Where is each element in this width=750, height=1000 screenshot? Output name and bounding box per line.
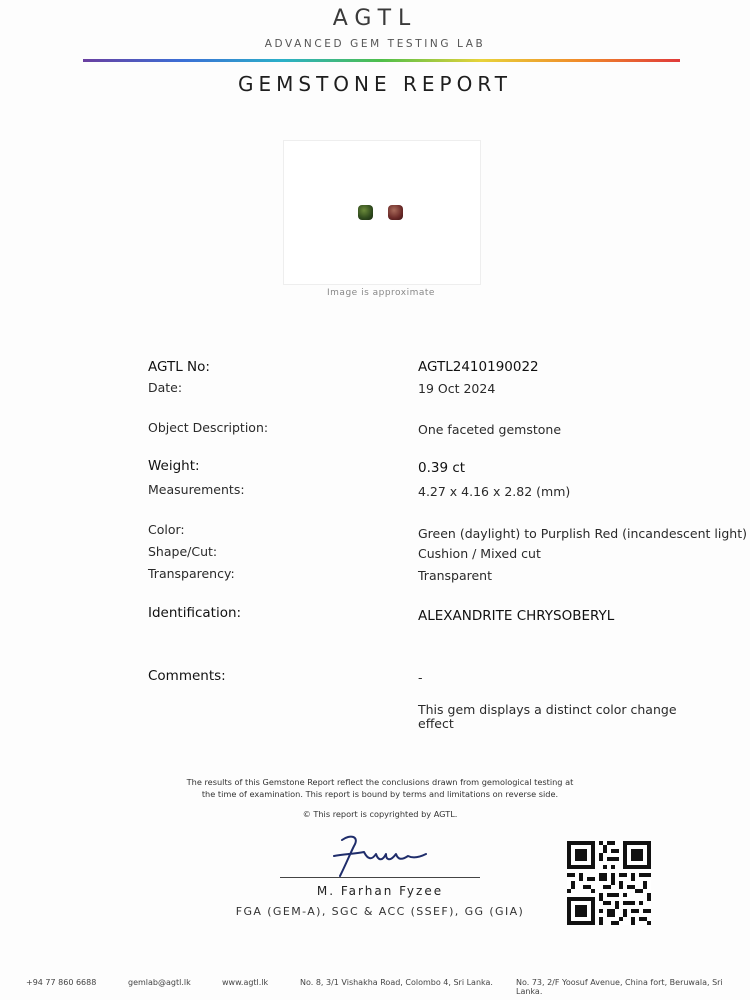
shape-cut-value: Cushion / Mixed cut — [418, 546, 541, 561]
signatory-credentials: FGA (GEM-A), SGC & ACC (SSEF), GG (GIA) — [235, 905, 525, 918]
rainbow-divider — [83, 59, 680, 62]
disclaimer-line1: The results of this Gemstone Report reflect the conclusions drawn from gemological testing at — [186, 777, 574, 787]
measurements-label: Measurements: — [148, 482, 245, 497]
comments-note-line2: effect — [418, 716, 454, 731]
agtl-no-label: AGTL No: — [148, 359, 210, 375]
gem-incandescent-image — [388, 205, 403, 220]
shape-cut-label: Shape/Cut: — [148, 544, 218, 559]
copyright-notice: © This report is copyrighted by AGTL. — [302, 809, 458, 819]
footer-email[interactable]: gemlab@agtl.lk — [128, 978, 191, 987]
footer-address-colombo: No. 8, 3/1 Vishakha Road, Colombo 4, Sri Lanka. — [300, 978, 493, 987]
color-value: Green (daylight) to Purplish Red (incandescent light) — [418, 526, 747, 541]
weight-value: 0.39 ct — [418, 460, 466, 476]
object-description-value: One faceted gemstone — [418, 422, 562, 437]
transparency-value: Transparent — [418, 568, 493, 583]
comments-label: Comments: — [148, 668, 226, 684]
qr-code — [567, 841, 651, 925]
footer-address-beruwala: No. 73, 2/F Yoosuf Avenue, China fort, Beruwala, Sri Lanka. — [516, 978, 723, 996]
comments-note-line1: This gem displays a distinct color change — [418, 702, 677, 717]
color-label: Color: — [148, 522, 185, 537]
report-title: GEMSTONE REPORT — [238, 72, 512, 96]
disclaimer-line2: the time of examination. This report is bound by terms and limitations on reverse side. — [201, 789, 559, 799]
lab-brand: AGTL — [332, 6, 418, 31]
footer-phone[interactable]: +94 77 860 6688 — [26, 978, 97, 987]
transparency-label: Transparency: — [148, 566, 235, 581]
photo-caption: Image is approximate — [327, 288, 435, 298]
lab-subtitle: ADVANCED GEM TESTING LAB — [264, 38, 486, 50]
weight-label: Weight: — [148, 458, 200, 474]
signatory-name: M. Farhan Fyzee — [316, 884, 444, 898]
disclaimer — [150, 776, 610, 800]
agtl-no-value: AGTL2410190022 — [418, 359, 539, 375]
comments-value: - — [418, 670, 423, 685]
identification-label: Identification: — [148, 605, 242, 621]
signature-line — [280, 877, 480, 878]
object-description-label: Object Description: — [148, 420, 269, 435]
handwritten-signature — [320, 830, 440, 880]
date-value: 19 Oct 2024 — [418, 381, 496, 396]
date-label: Date: — [148, 380, 183, 395]
footer-website[interactable]: www.agtl.lk — [222, 978, 269, 987]
identification-value: ALEXANDRITE CHRYSOBERYL — [418, 608, 615, 624]
measurements-value: 4.27 x 4.16 x 2.82 (mm) — [418, 484, 571, 499]
gem-daylight-image — [358, 205, 373, 220]
gemstone-photo — [283, 140, 481, 285]
